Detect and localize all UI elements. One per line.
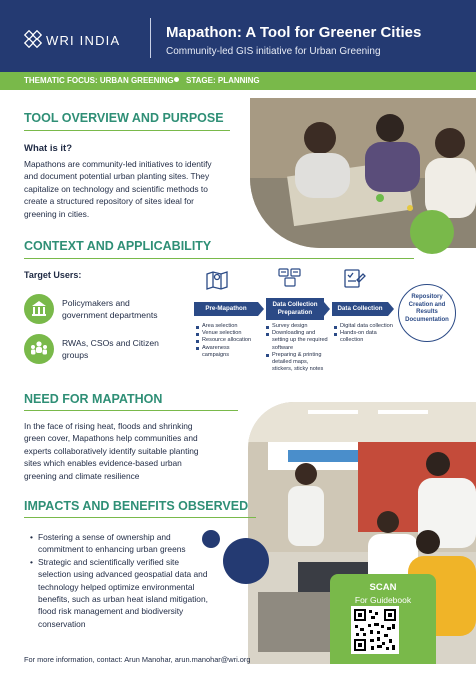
qr-code[interactable]: [351, 606, 399, 654]
user-group-1: Policymakers and government departments: [62, 298, 158, 320]
header-divider: [150, 18, 151, 58]
context-rule: [24, 258, 414, 259]
map-icon: [205, 268, 229, 295]
checklist-icon: [342, 268, 366, 295]
overview-text: Mapathons are community-led initiatives to identify and document potential urban planting sites. They capitalize on technology and scientific methods to create a structured repository of sites ideal for greening in cities.: [24, 159, 212, 219]
flow-arrow-2: [324, 302, 330, 316]
impacts-rule: [24, 517, 256, 518]
overview-rule: [24, 130, 230, 131]
prep-bullets: Survey design Downloading and setting up the required software Preparing & printing detailed maps, stickers, sticky notes: [266, 323, 330, 373]
page-title: Mapathon: A Tool for Greener Cities: [166, 24, 422, 41]
org-name: WRI INDIA: [46, 33, 121, 48]
decor-circle-green: [410, 210, 454, 254]
scan-title: SCAN: [369, 582, 397, 593]
band-separator-dot: [174, 77, 179, 82]
stage-data-collection: Data Collection: [332, 302, 388, 316]
user-group-2: RWAs, CSOs and Citizen groups: [62, 338, 159, 360]
flow-arrow-1: [258, 302, 264, 316]
context-heading: CONTEXT AND APPLICABILITY: [24, 239, 212, 253]
overview-heading: TOOL OVERVIEW AND PURPOSE: [24, 111, 224, 125]
impact-item: • Strategic and scientifically verified site selection using advanced geospatial data and technology helped optimize environmental benefits, such as urban heat island mitigation, flood risk management and biodiversity conservation: [30, 556, 208, 629]
community-group-icon: [24, 334, 54, 364]
page-subtitle: Community-led GIS initiative for Urban Greening: [166, 46, 381, 57]
repository-label: Repository Creation and Results Documentation: [405, 294, 449, 323]
stage-data-collection-prep: Data Collection Preparation: [266, 298, 324, 320]
data-collection-bullets: Digital data collection Hands-on data collection: [334, 323, 398, 345]
target-users-label: Target Users:: [24, 270, 82, 280]
footer-contact: For more information, contact: Arun Manohar, arun.manohar@wri.org: [24, 655, 251, 664]
pre-mapathon-bullets: Area selection Venue selection Resource allocation Awareness campaigns: [196, 323, 258, 359]
wri-logo-icon: [24, 30, 42, 48]
stage-label: STAGE: PLANNING: [186, 76, 260, 85]
focus-band: [0, 72, 476, 90]
stage-pre-mapathon: Pre-Mapathon: [194, 302, 258, 316]
scan-subtitle: For Guidebook: [354, 595, 412, 605]
flow-arrow-3: [388, 302, 394, 316]
devices-icon: [277, 266, 303, 293]
need-heading: NEED FOR MAPATHON: [24, 392, 163, 406]
impacts-heading: IMPACTS AND BENEFITS OBSERVED: [24, 499, 249, 513]
need-rule: [24, 410, 238, 411]
government-building-icon: [24, 294, 54, 324]
thematic-focus-label: THEMATIC FOCUS: URBAN GREENING: [24, 76, 174, 85]
impacts-list: [30, 531, 250, 630]
need-text: In the face of rising heat, floods and shrinking green cover, Mapathons help communities and experts collaboratively identify suitable planting sites which enables evidence-based urban greening and climate resilience: [24, 421, 199, 481]
impact-item: • Fostering a sense of ownership and commitment to enhancing urban greens: [30, 532, 186, 555]
what-is-it-label: What is it?: [24, 143, 73, 154]
